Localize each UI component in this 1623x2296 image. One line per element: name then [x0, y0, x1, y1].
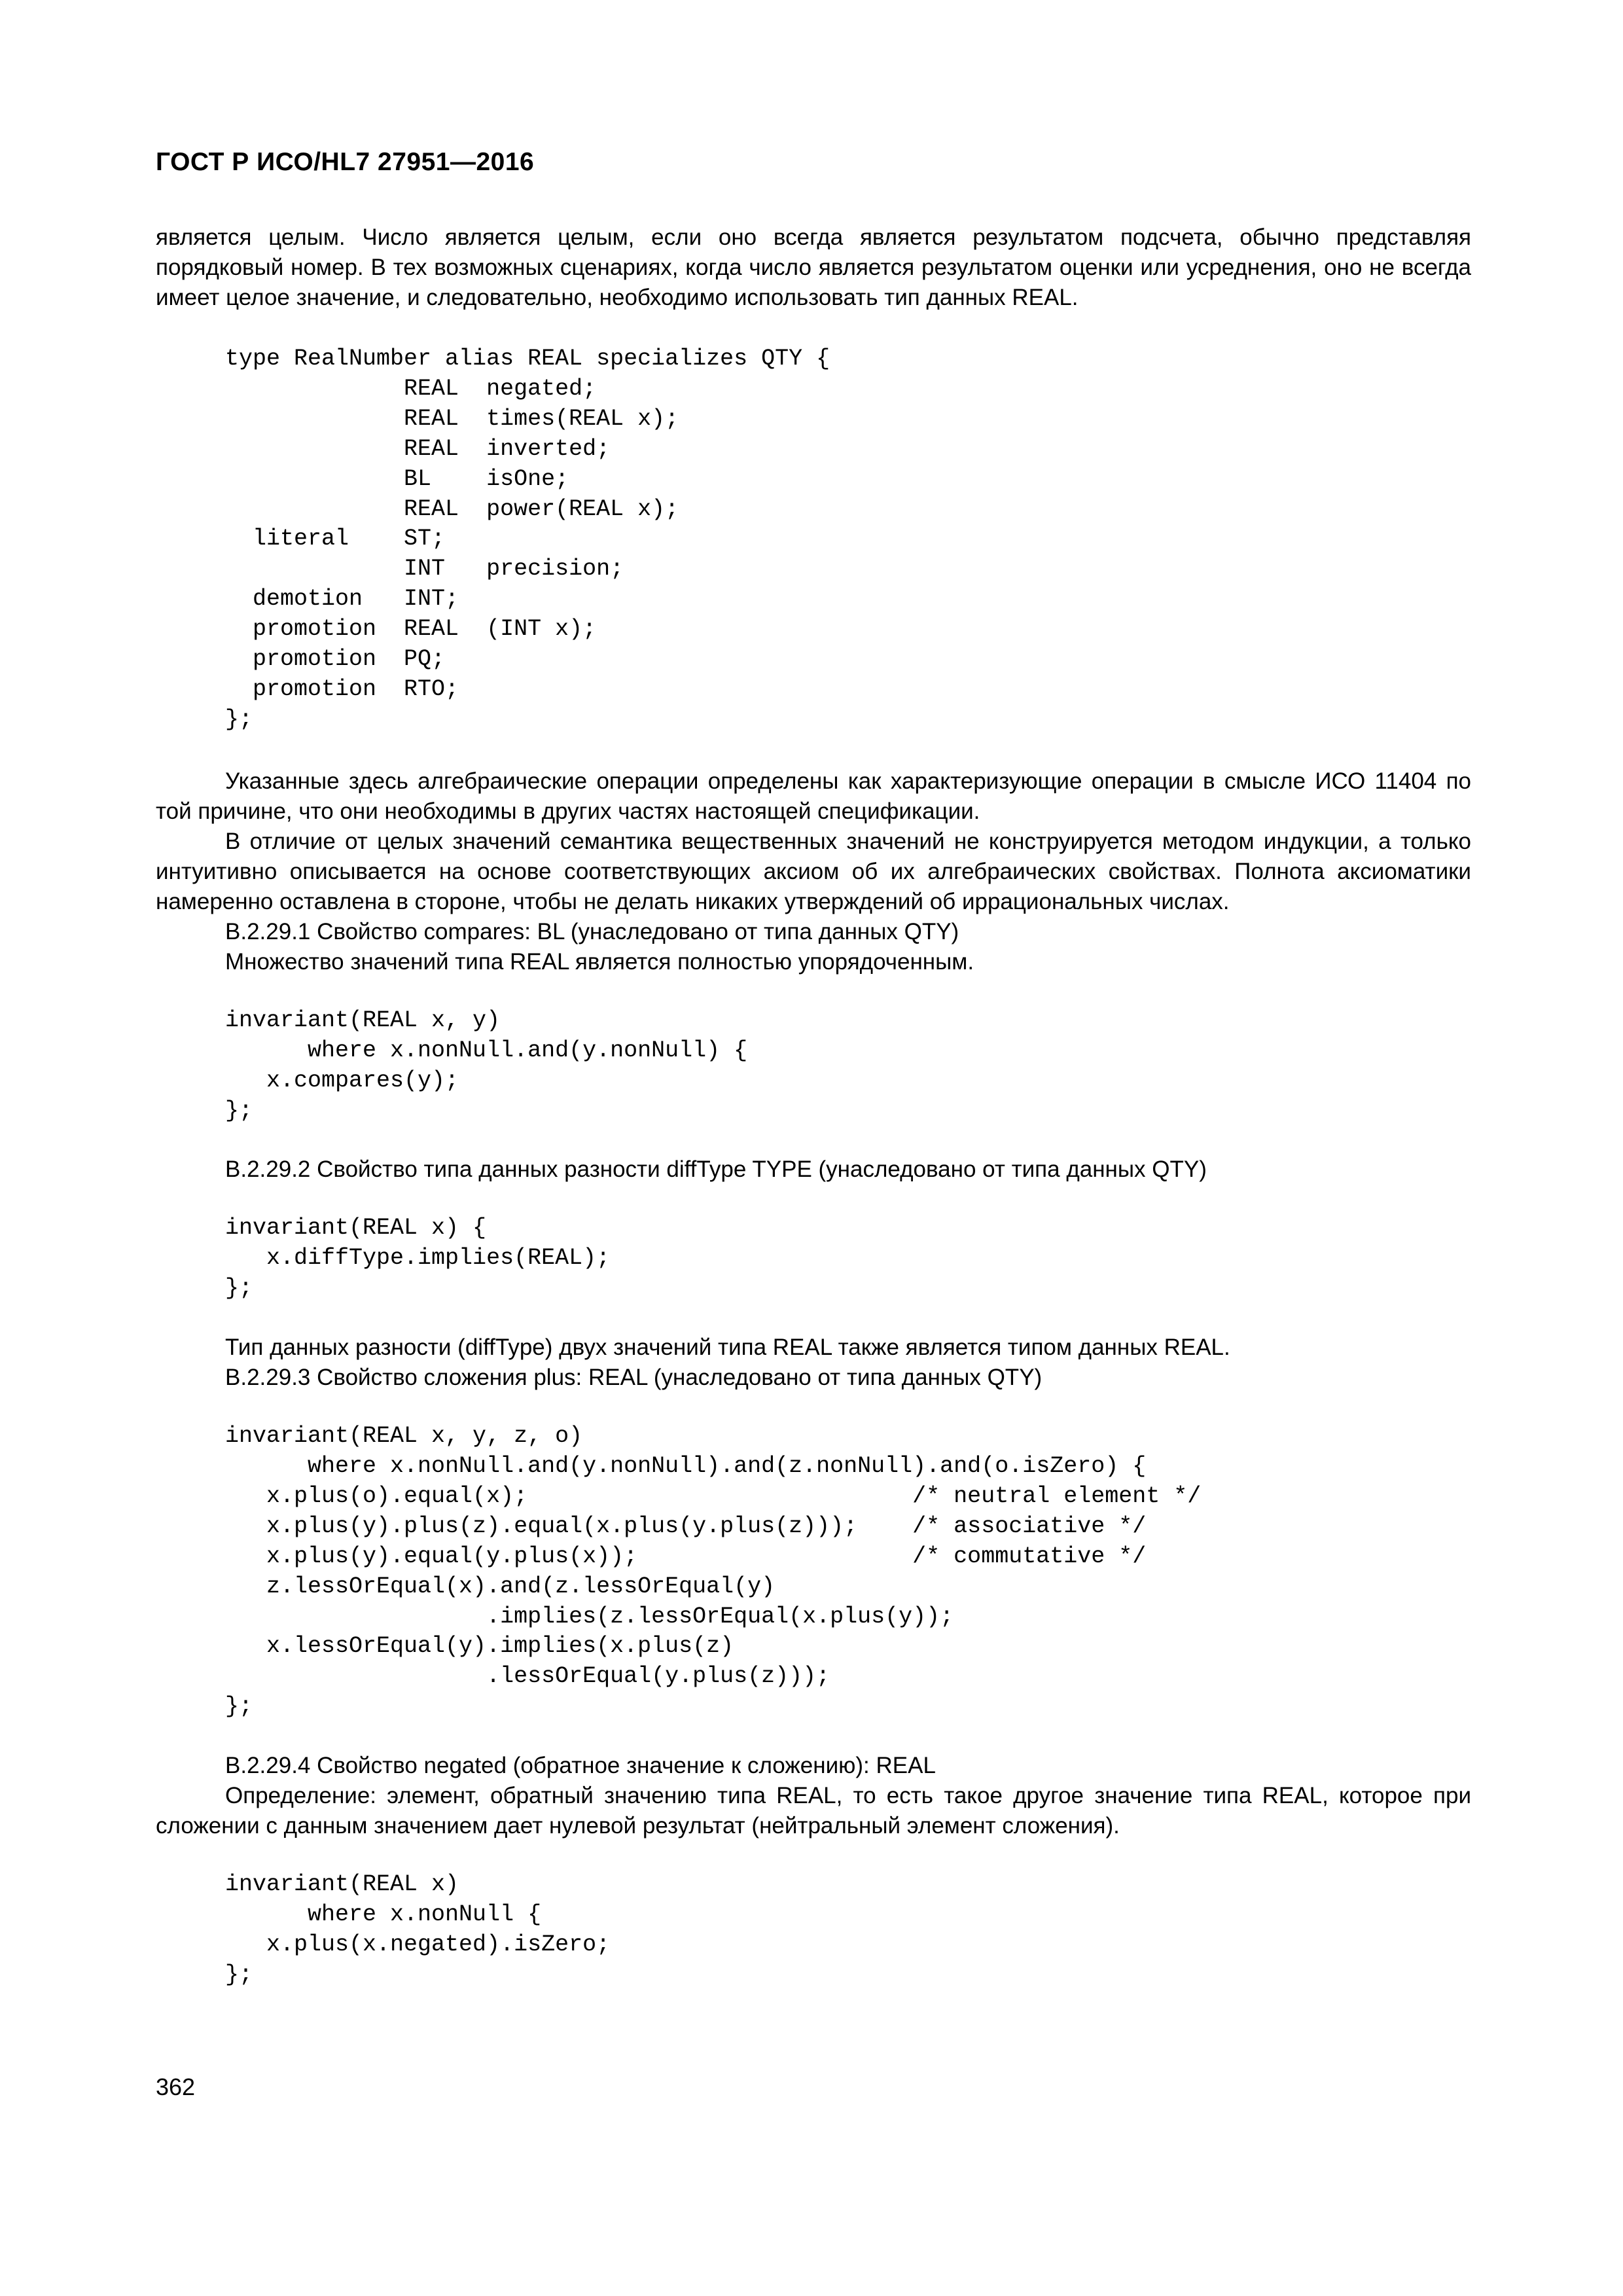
section-heading-compares: B.2.29.1 Свойство compares: BL (унаследовано от типа данных QTY) [225, 918, 959, 944]
page-number: 362 [156, 2073, 196, 2100]
document-body [156, 223, 1471, 1990]
section-heading-negated: B.2.29.4 Свойство negated (обратное значение к сложению): REAL [225, 1753, 936, 1779]
section-heading-difftype: B.2.29.2 Свойство типа данных разности diffType TYPE (унаследовано от типа данных QTY) [225, 1157, 1207, 1183]
section-text-negated: Определение: элемент, обратный значению типа REAL, то есть такое другое значение типа REAL, которое при сложении с данным значением дает нулевой результат (нейтральный элемент сложения). [156, 1783, 1471, 1839]
code-block-compares: invariant(REAL x, y) where x.nonNull.and(y.nonNull) { x.compares(y); }; [225, 1007, 748, 1124]
code-block-negated: invariant(REAL x) where x.nonNull { x.plus(x.negated).isZero; }; [225, 1871, 611, 1988]
section-text-difftype: Тип данных разности (diffType) двух значений типа REAL также является типом данных REAL. [225, 1335, 1230, 1361]
intro-paragraph: является целым. Число является целым, если оно всегда является результатом подсчета, обычно представляя порядковый номер. В тех возможных сценариях, когда число является результатом оценки или усреднения, оно не всегда имеет целое значение, и следовательно, необходимо использовать тип данных REAL. [156, 224, 1471, 310]
paragraph-algebraic-operations: Указанные здесь алгебраические операции определены как характеризующие операции в смысле ИСО 11404 по той причине, что они необходимы в других частях настоящей спецификации. [156, 768, 1471, 824]
code-block-type-definition: type RealNumber alias REAL specializes QTY { REAL negated; REAL times(REAL x); REAL inverted; BL isOne; REAL power(REAL x); literal ST; INT precision; demotion INT; promotion REAL (INT x); promotion PQ; promotion RTO; }; [225, 346, 830, 732]
code-block-difftype: invariant(REAL x) { x.diffType.implies(REAL); }; [225, 1215, 611, 1302]
code-block-plus: invariant(REAL x, y, z, o) where x.nonNull.and(y.nonNull).and(z.nonNull).and(o.isZero) { x.plus(o).equal(x); /* neutral element */ x.plus(y).plus(z).equal(x.plus(y.plus(z))); /* associative */ x.plus(y).equal(y.plus(x)); /* commutative */ z.lessOrEqual(x).and(z.lessOrEqual(y) .implies(z.lessOrEqual(x.plus(y)); x.lessOrEqual(y).implies(x.plus(z) .lessOrEqual(y.plus(z))); }; [225, 1423, 1202, 1720]
section-heading-plus: B.2.29.3 Свойство сложения plus: REAL (унаследовано от типа данных QTY) [225, 1365, 1043, 1391]
paragraph-semantics: В отличие от целых значений семантика вещественных значений не конструируется методом индукции, а только интуитивно описывается на основе соответствующих аксиом об их алгебраических свойствах. Полнота аксиоматики намеренно оставлена в стороне, чтобы не делать никаких утверждений об иррациональных числах. [156, 828, 1471, 914]
section-text-compares: Множество значений типа REAL является полностью упорядоченным. [225, 948, 974, 975]
document-header: ГОСТ Р ИСО/HL7 27951—2016 [156, 148, 535, 176]
